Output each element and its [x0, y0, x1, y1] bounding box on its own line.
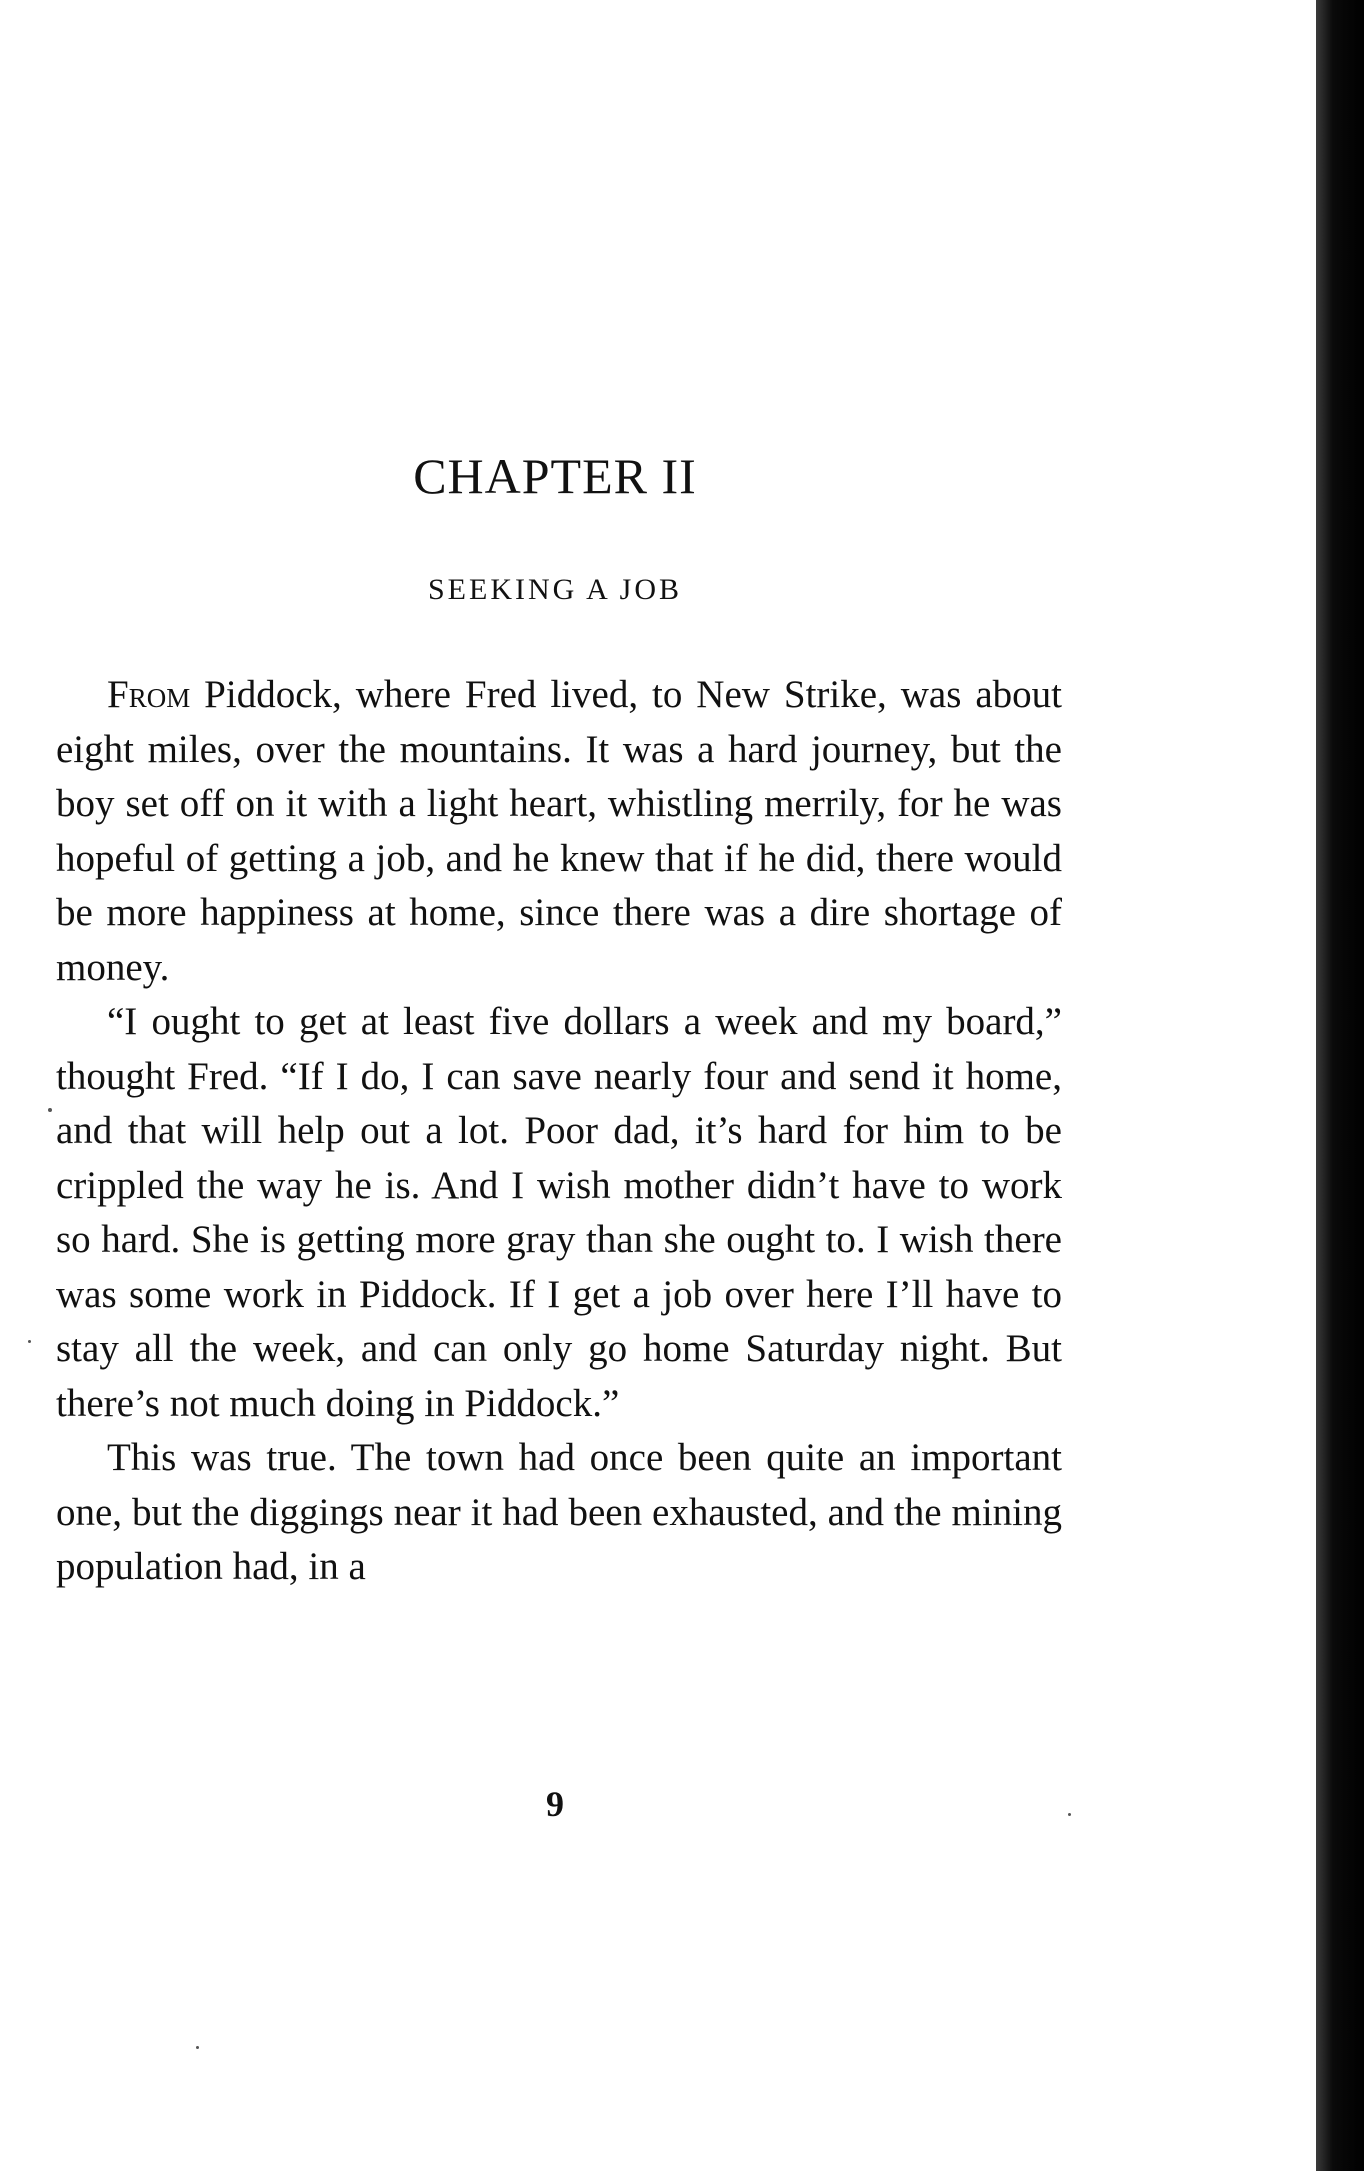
paragraph-1	[56, 668, 1062, 995]
page-number: 9	[546, 1784, 564, 1824]
paragraph-1-lead: From	[107, 673, 191, 716]
chapter-subtitle: SEEKING A JOB	[427, 573, 683, 606]
scan-speck	[48, 1108, 52, 1112]
scan-speck	[196, 2046, 199, 2049]
paragraph-2: “I ought to get at least five dollars a week and my board,” thought Fred. “If I do, I can save nearly four and send it home, and that will help out a lot. Poor dad, it’s hard for him to be crippled the way he is. And I wish mother didn’t have to work so hard. She is getting more gray than she ought to. I wish there was some work in Piddock. If I get a job over here I’ll have to stay all the week, and can only go home Saturday night. But there’s not much doing in Piddock.”	[56, 1000, 1062, 1425]
paragraph-3: This was true. The town had once been quite an important one, but the diggings near it had been exhausted, and the mining population had, in a	[56, 1436, 1062, 1588]
body-text	[56, 668, 1062, 1595]
scan-speck	[28, 1340, 31, 1343]
scan-speck	[1068, 1813, 1071, 1816]
paragraph-1-text: Piddock, where Fred lived, to New Strike, was about eight miles, over the mountains. It was a hard journey, but the boy set off on it with a light heart, whistling merrily, for he was hopeful of getting a job, and he knew that if he did, there would be more happiness at home, since there was a dire shortage of money.	[56, 673, 1062, 989]
page-edge-shadow	[1316, 0, 1364, 2171]
chapter-title: CHAPTER II	[413, 448, 697, 504]
